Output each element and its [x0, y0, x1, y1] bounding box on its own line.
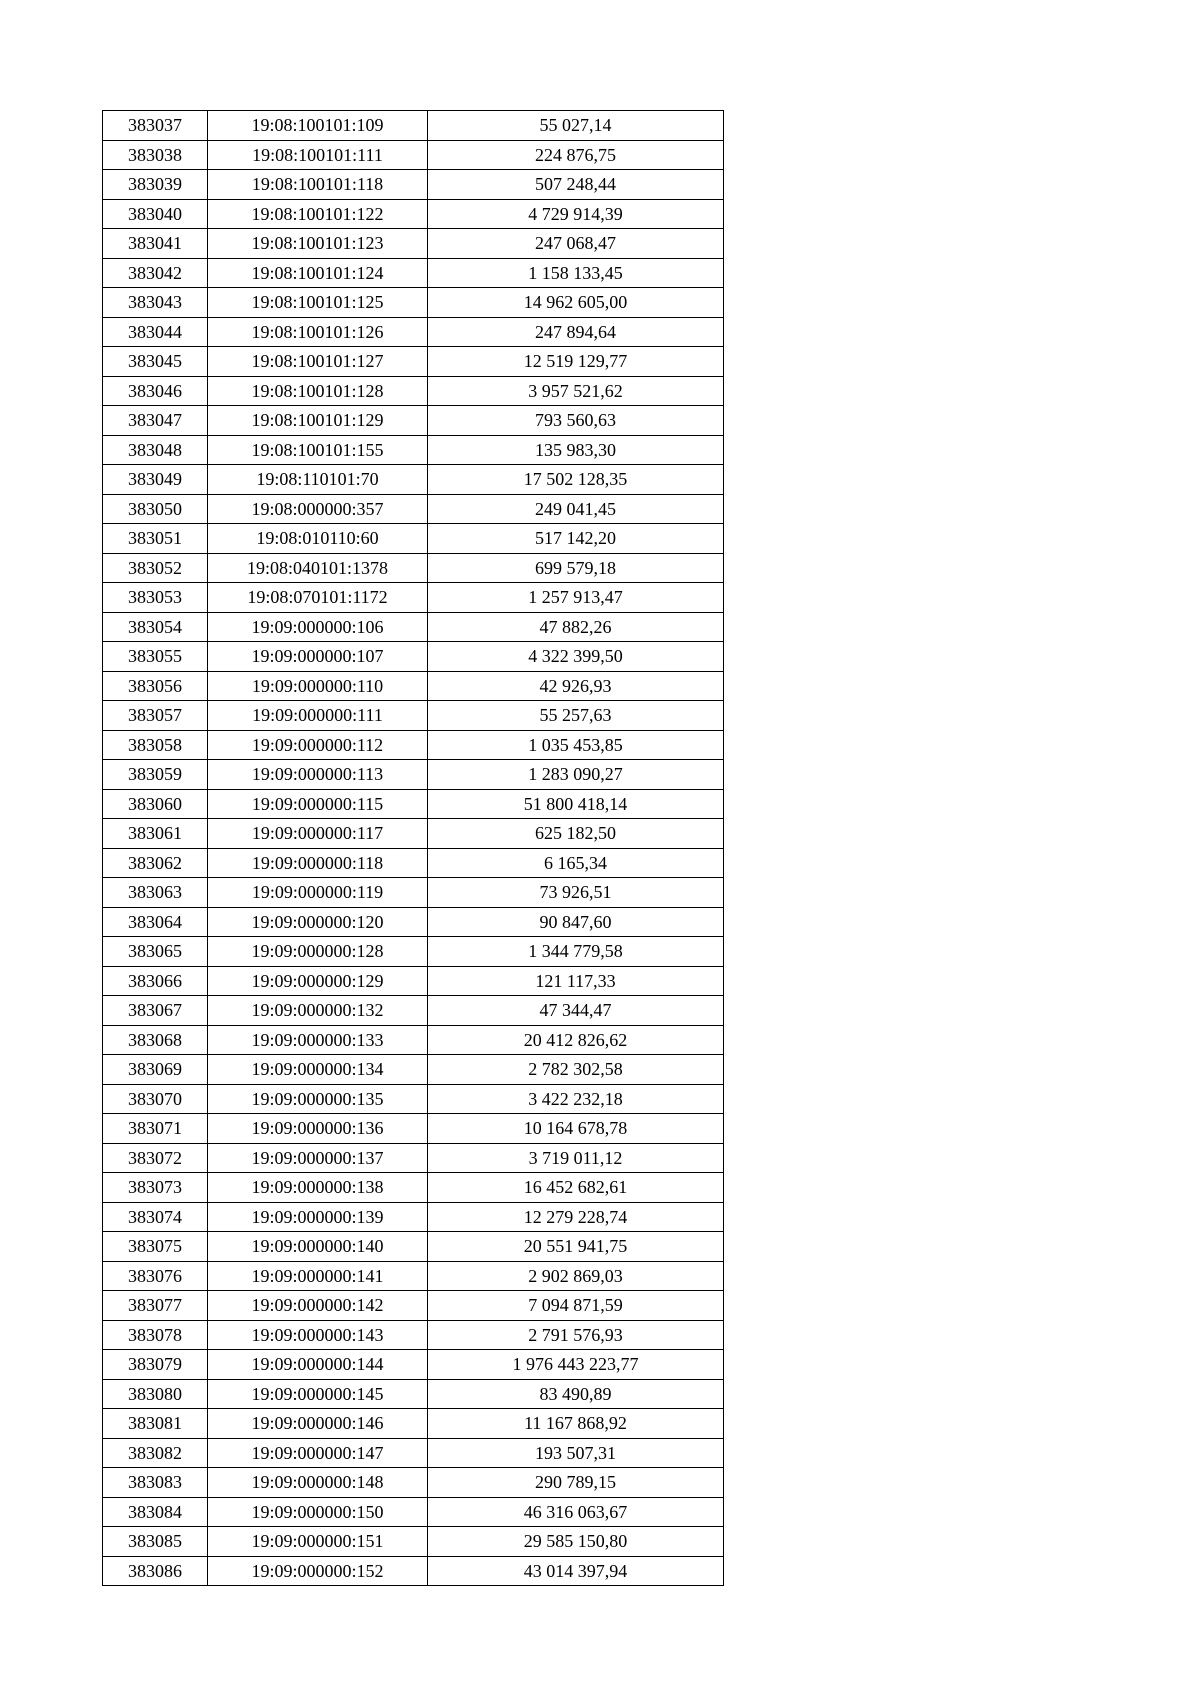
value-cell: 4 729 914,39: [428, 199, 724, 229]
value-cell: 47 344,47: [428, 996, 724, 1026]
row-number-cell: 383071: [103, 1114, 208, 1144]
cadastral-number-cell: 19:09:000000:134: [208, 1055, 428, 1085]
table-row: [103, 937, 724, 967]
cadastral-number-cell: 19:09:000000:120: [208, 907, 428, 937]
value-cell: 247 894,64: [428, 317, 724, 347]
table-row: [103, 1143, 724, 1173]
value-cell: 793 560,63: [428, 406, 724, 436]
table-row: [103, 1350, 724, 1380]
cadastral-number-cell: 19:09:000000:141: [208, 1261, 428, 1291]
table-row: [103, 229, 724, 259]
table-row: [103, 1261, 724, 1291]
table-row: [103, 1173, 724, 1203]
row-number-cell: 383056: [103, 671, 208, 701]
cadastral-number-cell: 19:08:100101:125: [208, 288, 428, 318]
cadastral-number-cell: 19:09:000000:115: [208, 789, 428, 819]
row-number-cell: 383048: [103, 435, 208, 465]
table-row: [103, 1055, 724, 1085]
value-cell: 20 412 826,62: [428, 1025, 724, 1055]
value-cell: 1 257 913,47: [428, 583, 724, 613]
cadastral-number-cell: 19:08:100101:122: [208, 199, 428, 229]
row-number-cell: 383067: [103, 996, 208, 1026]
value-cell: 1 283 090,27: [428, 760, 724, 790]
value-cell: 43 014 397,94: [428, 1556, 724, 1586]
cadastral-number-cell: 19:09:000000:133: [208, 1025, 428, 1055]
cadastral-number-cell: 19:09:000000:147: [208, 1438, 428, 1468]
table-row: [103, 435, 724, 465]
cadastral-number-cell: 19:09:000000:118: [208, 848, 428, 878]
cadastral-number-cell: 19:09:000000:137: [208, 1143, 428, 1173]
table-row: [103, 789, 724, 819]
table-row: [103, 376, 724, 406]
table-row: [103, 819, 724, 849]
cadastral-number-cell: 19:09:000000:107: [208, 642, 428, 672]
value-cell: 20 551 941,75: [428, 1232, 724, 1262]
value-cell: 55 027,14: [428, 111, 724, 141]
row-number-cell: 383081: [103, 1409, 208, 1439]
value-cell: 51 800 418,14: [428, 789, 724, 819]
table-row: [103, 966, 724, 996]
cadastral-number-cell: 19:08:070101:1172: [208, 583, 428, 613]
value-cell: 290 789,15: [428, 1468, 724, 1498]
value-cell: 2 782 302,58: [428, 1055, 724, 1085]
row-number-cell: 383085: [103, 1527, 208, 1557]
table-body: [103, 111, 724, 1586]
cadastral-number-cell: 19:09:000000:135: [208, 1084, 428, 1114]
row-number-cell: 383037: [103, 111, 208, 141]
value-cell: 4 322 399,50: [428, 642, 724, 672]
value-cell: 249 041,45: [428, 494, 724, 524]
table-row: [103, 1291, 724, 1321]
row-number-cell: 383041: [103, 229, 208, 259]
table-row: [103, 465, 724, 495]
table-row: [103, 583, 724, 613]
value-cell: 1 158 133,45: [428, 258, 724, 288]
row-number-cell: 383074: [103, 1202, 208, 1232]
row-number-cell: 383051: [103, 524, 208, 554]
table-row: [103, 1556, 724, 1586]
cadastral-number-cell: 19:08:100101:155: [208, 435, 428, 465]
data-table: [102, 110, 724, 1586]
table-row: [103, 642, 724, 672]
table-row: [103, 760, 724, 790]
cadastral-number-cell: 19:09:000000:128: [208, 937, 428, 967]
table-row: [103, 111, 724, 141]
value-cell: 12 519 129,77: [428, 347, 724, 377]
cadastral-number-cell: 19:08:100101:109: [208, 111, 428, 141]
row-number-cell: 383070: [103, 1084, 208, 1114]
cadastral-number-cell: 19:09:000000:111: [208, 701, 428, 731]
cadastral-number-cell: 19:09:000000:106: [208, 612, 428, 642]
table-row: [103, 1232, 724, 1262]
cadastral-number-cell: 19:09:000000:117: [208, 819, 428, 849]
value-cell: 55 257,63: [428, 701, 724, 731]
value-cell: 11 167 868,92: [428, 1409, 724, 1439]
value-cell: 73 926,51: [428, 878, 724, 908]
value-cell: 121 117,33: [428, 966, 724, 996]
value-cell: 193 507,31: [428, 1438, 724, 1468]
value-cell: 46 316 063,67: [428, 1497, 724, 1527]
cadastral-number-cell: 19:09:000000:148: [208, 1468, 428, 1498]
row-number-cell: 383072: [103, 1143, 208, 1173]
cadastral-number-cell: 19:08:010110:60: [208, 524, 428, 554]
cadastral-number-cell: 19:09:000000:139: [208, 1202, 428, 1232]
row-number-cell: 383080: [103, 1379, 208, 1409]
row-number-cell: 383058: [103, 730, 208, 760]
table-row: [103, 406, 724, 436]
table-row: [103, 1025, 724, 1055]
value-cell: 17 502 128,35: [428, 465, 724, 495]
row-number-cell: 383055: [103, 642, 208, 672]
value-cell: 29 585 150,80: [428, 1527, 724, 1557]
row-number-cell: 383082: [103, 1438, 208, 1468]
row-number-cell: 383046: [103, 376, 208, 406]
cadastral-number-cell: 19:08:110101:70: [208, 465, 428, 495]
cadastral-number-cell: 19:08:100101:118: [208, 170, 428, 200]
table-row: [103, 1202, 724, 1232]
cadastral-number-cell: 19:08:000000:357: [208, 494, 428, 524]
value-cell: 1 035 453,85: [428, 730, 724, 760]
cadastral-number-cell: 19:09:000000:129: [208, 966, 428, 996]
row-number-cell: 383049: [103, 465, 208, 495]
cadastral-number-cell: 19:08:040101:1378: [208, 553, 428, 583]
row-number-cell: 383078: [103, 1320, 208, 1350]
value-cell: 16 452 682,61: [428, 1173, 724, 1203]
value-cell: 14 962 605,00: [428, 288, 724, 318]
table-row: [103, 701, 724, 731]
table-row: [103, 671, 724, 701]
value-cell: 47 882,26: [428, 612, 724, 642]
cadastral-number-cell: 19:09:000000:140: [208, 1232, 428, 1262]
row-number-cell: 383039: [103, 170, 208, 200]
cadastral-number-cell: 19:09:000000:136: [208, 1114, 428, 1144]
value-cell: 224 876,75: [428, 140, 724, 170]
row-number-cell: 383059: [103, 760, 208, 790]
cadastral-number-cell: 19:09:000000:132: [208, 996, 428, 1026]
table-row: [103, 288, 724, 318]
row-number-cell: 383084: [103, 1497, 208, 1527]
row-number-cell: 383052: [103, 553, 208, 583]
cadastral-number-cell: 19:08:100101:123: [208, 229, 428, 259]
value-cell: 12 279 228,74: [428, 1202, 724, 1232]
cadastral-number-cell: 19:08:100101:124: [208, 258, 428, 288]
table-row: [103, 258, 724, 288]
value-cell: 7 094 871,59: [428, 1291, 724, 1321]
table-row: [103, 1320, 724, 1350]
table-row: [103, 140, 724, 170]
row-number-cell: 383043: [103, 288, 208, 318]
table-row: [103, 1084, 724, 1114]
cadastral-number-cell: 19:09:000000:119: [208, 878, 428, 908]
row-number-cell: 383053: [103, 583, 208, 613]
cadastral-number-cell: 19:09:000000:143: [208, 1320, 428, 1350]
value-cell: 42 926,93: [428, 671, 724, 701]
table-row: [103, 730, 724, 760]
cadastral-number-cell: 19:09:000000:110: [208, 671, 428, 701]
table-row: [103, 1468, 724, 1498]
row-number-cell: 383045: [103, 347, 208, 377]
row-number-cell: 383076: [103, 1261, 208, 1291]
cadastral-number-cell: 19:08:100101:127: [208, 347, 428, 377]
row-number-cell: 383062: [103, 848, 208, 878]
value-cell: 3 422 232,18: [428, 1084, 724, 1114]
row-number-cell: 383047: [103, 406, 208, 436]
value-cell: 699 579,18: [428, 553, 724, 583]
table-row: [103, 1114, 724, 1144]
value-cell: 10 164 678,78: [428, 1114, 724, 1144]
table-row: [103, 170, 724, 200]
table-row: [103, 317, 724, 347]
value-cell: 2 902 869,03: [428, 1261, 724, 1291]
cadastral-number-cell: 19:09:000000:145: [208, 1379, 428, 1409]
value-cell: 247 068,47: [428, 229, 724, 259]
row-number-cell: 383050: [103, 494, 208, 524]
table-row: [103, 524, 724, 554]
table-row: [103, 878, 724, 908]
cadastral-number-cell: 19:09:000000:144: [208, 1350, 428, 1380]
cadastral-number-cell: 19:09:000000:142: [208, 1291, 428, 1321]
cadastral-number-cell: 19:08:100101:126: [208, 317, 428, 347]
table-row: [103, 848, 724, 878]
row-number-cell: 383066: [103, 966, 208, 996]
cadastral-number-cell: 19:09:000000:150: [208, 1497, 428, 1527]
row-number-cell: 383083: [103, 1468, 208, 1498]
value-cell: 625 182,50: [428, 819, 724, 849]
table-row: [103, 347, 724, 377]
row-number-cell: 383038: [103, 140, 208, 170]
row-number-cell: 383060: [103, 789, 208, 819]
table-row: [103, 996, 724, 1026]
value-cell: 83 490,89: [428, 1379, 724, 1409]
table-row: [103, 1438, 724, 1468]
table-row: [103, 1379, 724, 1409]
row-number-cell: 383069: [103, 1055, 208, 1085]
value-cell: 1 976 443 223,77: [428, 1350, 724, 1380]
row-number-cell: 383064: [103, 907, 208, 937]
value-cell: 90 847,60: [428, 907, 724, 937]
value-cell: 6 165,34: [428, 848, 724, 878]
table-row: [103, 1409, 724, 1439]
table-row: [103, 612, 724, 642]
value-cell: 517 142,20: [428, 524, 724, 554]
row-number-cell: 383068: [103, 1025, 208, 1055]
row-number-cell: 383063: [103, 878, 208, 908]
value-cell: 507 248,44: [428, 170, 724, 200]
cadastral-number-cell: 19:09:000000:113: [208, 760, 428, 790]
table-row: [103, 494, 724, 524]
value-cell: 1 344 779,58: [428, 937, 724, 967]
cadastral-number-cell: 19:09:000000:146: [208, 1409, 428, 1439]
row-number-cell: 383057: [103, 701, 208, 731]
cadastral-number-cell: 19:09:000000:112: [208, 730, 428, 760]
table-row: [103, 907, 724, 937]
row-number-cell: 383054: [103, 612, 208, 642]
cadastral-number-cell: 19:09:000000:138: [208, 1173, 428, 1203]
row-number-cell: 383075: [103, 1232, 208, 1262]
value-cell: 3 719 011,12: [428, 1143, 724, 1173]
table-row: [103, 553, 724, 583]
table-row: [103, 1527, 724, 1557]
row-number-cell: 383073: [103, 1173, 208, 1203]
cadastral-number-cell: 19:09:000000:151: [208, 1527, 428, 1557]
value-cell: 135 983,30: [428, 435, 724, 465]
row-number-cell: 383079: [103, 1350, 208, 1380]
cadastral-number-cell: 19:08:100101:129: [208, 406, 428, 436]
row-number-cell: 383077: [103, 1291, 208, 1321]
table-row: [103, 199, 724, 229]
row-number-cell: 383061: [103, 819, 208, 849]
cadastral-number-cell: 19:08:100101:128: [208, 376, 428, 406]
value-cell: 2 791 576,93: [428, 1320, 724, 1350]
row-number-cell: 383065: [103, 937, 208, 967]
cadastral-number-cell: 19:08:100101:111: [208, 140, 428, 170]
table-row: [103, 1497, 724, 1527]
value-cell: 3 957 521,62: [428, 376, 724, 406]
cadastral-number-cell: 19:09:000000:152: [208, 1556, 428, 1586]
row-number-cell: 383042: [103, 258, 208, 288]
row-number-cell: 383044: [103, 317, 208, 347]
row-number-cell: 383086: [103, 1556, 208, 1586]
row-number-cell: 383040: [103, 199, 208, 229]
